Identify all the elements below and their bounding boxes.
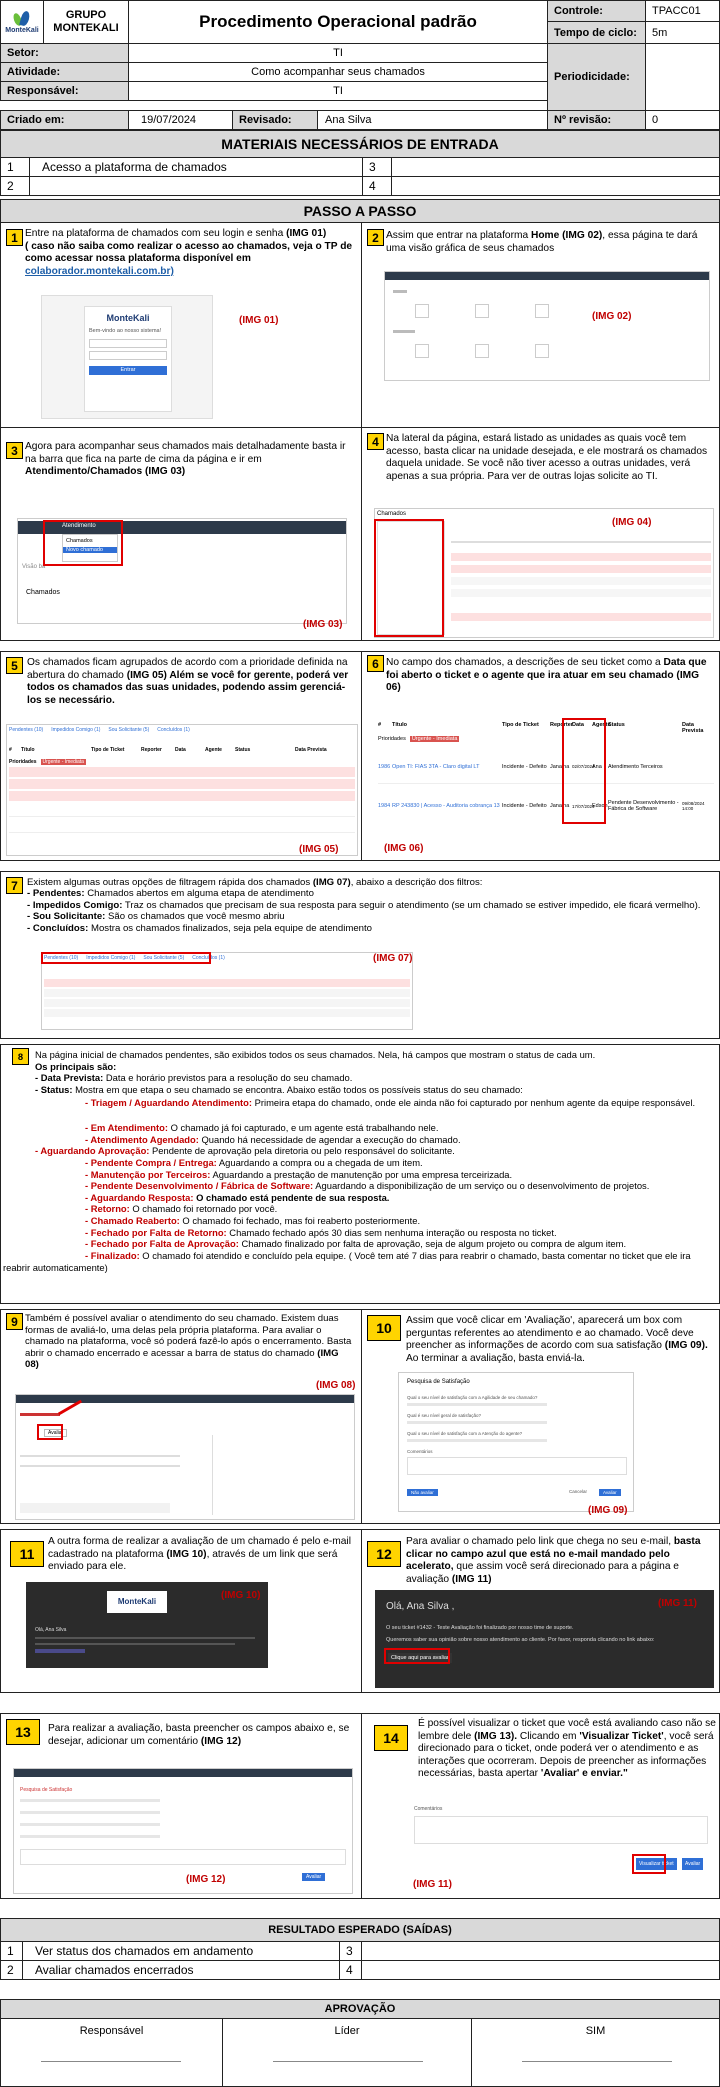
status-aprovacao: - Aguardando Aprovação: Pendente de aprovação pela diretoria ou pelo responsável do solicitante. bbox=[35, 1145, 455, 1156]
img-11-email: Olá, Ana Silva , O seu ticket #1432 - Teste Avaliação foi finalizado por nosso time de suporte. Queremos saber sua opinião sobre nosso atendimento ao cliente. Por favor, responda clicando no link abaixo: Clique aqui para avaliar bbox=[375, 1590, 714, 1688]
img-09-modal: Pesquisa de Satisfação Qual o seu nível de satisfação com a Agilidade de seu chamado? Qual é seu nível geral de satisfação? Qual o seu nível de satisfação com a Atenção do agente? Comentários Não avaliar Cancelar Avaliar bbox=[398, 1372, 634, 1512]
avaliar-link[interactable]: Clique aqui para avaliar bbox=[388, 1653, 452, 1663]
step-9-text: Também é possível avaliar o atendimento do seu chamado. Existem duas formas de avaliá-lo, uma delas pela própria plataforma. Para avaliar o chamado na plataforma, você só poderá fazê-lo após o encerramento. Basta abrir o chamado encerrado e acessar a barra de status do chamado (IMG 08) bbox=[25, 1313, 352, 1371]
login-button[interactable]: Entrar bbox=[89, 366, 167, 375]
tab-impedidos[interactable]: Impedidos Comigo (1) bbox=[51, 727, 101, 733]
img-13-label: (IMG 11) bbox=[413, 1879, 452, 1890]
filter-impedidos: - Impedidos Comigo: Traz os chamados que precisam de sua resposta para seguir o atendimento (se um chamado se estiver impedido, ele ficará vermelho). bbox=[27, 899, 701, 911]
company-name: GRUPO MONTEKALI bbox=[43, 0, 129, 44]
step-7 bbox=[0, 871, 720, 1039]
step-9-number: 9 bbox=[6, 1313, 23, 1330]
logo-mark bbox=[12, 11, 32, 27]
img-09-label: (IMG 09) bbox=[588, 1505, 628, 1516]
menu-chamados[interactable]: Chamados bbox=[66, 538, 93, 544]
img-07-label: (IMG 07) bbox=[373, 953, 413, 964]
tempo-label: Tempo de ciclo: bbox=[547, 21, 646, 44]
ticket-row-2[interactable]: 1984 RP 243830 | Acesso - Auditoria cobrança 13 Incidente - Defeito Janaina 17/07/2024 Edson Pendente Desenvolvimento - Fábrica de Software 09/08/2024 14:00 bbox=[378, 800, 705, 812]
logo-text: MonteKali bbox=[5, 26, 39, 34]
img-06-highlight bbox=[562, 718, 606, 824]
img-06-label: (IMG 06) bbox=[384, 843, 424, 854]
img-08-ticket bbox=[15, 1394, 355, 1520]
controle-label: Controle: bbox=[547, 0, 646, 22]
step-4-text: Na lateral da página, estará listado as unidades as quais você tem acesso, basta clicar na unidade desejada, e ele mostrará os chamados daquela unidade. Se você não tiver acesso a outras unidades, verá apenas a sua própria. Para ver de outras lojas solicite ao TI. bbox=[386, 433, 708, 482]
step-3 bbox=[0, 427, 362, 641]
img-02-label: (IMG 02) bbox=[592, 311, 632, 322]
step-7-intro: Existem algumas outras opções de filtragem rápida dos chamados (IMG 07), abaixo a descrição dos filtros: - Pendentes: Chamados abertos em alguma etapa de atendimento - Impedidos Comigo: Traz os chamados que precisam de sua resposta para seguir o atendimento (se um chamado se estiver impedido, ele ficará vermelho). - Sou Solicitante: São os chamados que você mesmo abriu - Concluídos: Mostra os chamados finalizados, seja pela equipe de atendimento bbox=[27, 877, 701, 934]
img-01-label: (IMG 01) bbox=[239, 315, 279, 326]
img-05-table: Pendentes (10) Impedidos Comigo (1) Sou Solicitante (5) Concluídos (1) # Título Tipo de Ticket Reporter Data Agente Status Data Prevista Prioridades Urgente - Imediata bbox=[6, 724, 358, 856]
tab-pendentes[interactable]: Pendentes (10) bbox=[9, 727, 44, 733]
step-2-text: Assim que entrar na plataforma Home (IMG 02), essa página te dará uma visão gráfica de seus chamados bbox=[386, 230, 698, 254]
criado-value: 19/07/2024 bbox=[128, 110, 233, 130]
controle-value: TPACC01 bbox=[645, 0, 720, 22]
email-logo: MonteKali bbox=[107, 1591, 167, 1613]
resultado-row2-num: 2 bbox=[0, 1960, 23, 1980]
step-11-text: A outra forma de realizar a avaliação de um chamado é pelo e-mail cadastrado na plataforma (IMG 10), através de um link que será enviado para ele. bbox=[48, 1536, 351, 1572]
page-title: Procedimento Operacional padrão bbox=[128, 0, 548, 44]
ticket-avaliar-button[interactable]: Avaliar bbox=[682, 1858, 703, 1870]
ticket-row-1[interactable]: 1986 Open TI: FIAS 3TA - Claro digital LT Incidente - Defeito Janaina 02/07/2024 Ana Atendimento Terceiros bbox=[378, 750, 714, 784]
step-3-text: Agora para acompanhar seus chamados mais detalhadamente basta ir na barra que fica na parte de cima da página e ir em Atendimento/Chamados (IMG 03) bbox=[25, 441, 346, 477]
aprovacao-title: APROVAÇÃO bbox=[0, 1999, 720, 2019]
materiais-row1-num: 1 bbox=[0, 157, 30, 177]
img-13-form: Comentários Visualizar ticket Avaliar bbox=[412, 1804, 712, 1884]
materiais-row2-text2 bbox=[391, 176, 720, 196]
resultado-row2-text2 bbox=[361, 1960, 720, 1980]
step-6-number: 6 bbox=[367, 655, 384, 672]
visualizar-ticket-button[interactable]: Visualizar ticket bbox=[636, 1858, 677, 1870]
resultado-row1-num: 1 bbox=[0, 1941, 23, 1961]
step-5-text: Os chamados ficam agrupados de acordo com a prioridade definida na abertura do chamado (IMG 05) Além se você for gerente, poderá ver todos os chamados das suas unidades, podendo assim gerenciá-los se necessário. bbox=[27, 657, 349, 706]
logo-cell bbox=[0, 0, 44, 44]
img-03-highlight bbox=[43, 520, 123, 566]
step-13-text: Para realizar a avaliação, basta preencher os campos abaixo e, se desejar, adicionar um comentário (IMG 12) bbox=[48, 1723, 350, 1747]
step-14-number: 14 bbox=[374, 1725, 408, 1751]
login-pass-field[interactable] bbox=[89, 351, 167, 360]
img-01-login bbox=[41, 295, 213, 419]
status-finalizado: - Finalizado: O chamado foi atendido e concluído pela equipe. ( Você tem até 7 dias para reabrir o chamado, basta comentar no ticket que ele ira reabrir automaticamente) bbox=[3, 1250, 691, 1273]
step-10-text: Assim que você clicar em 'Avaliação', aparecerá um box com perguntas referentes ao atendimento e ao chamado. Você deve preencher as informações de acordo com sua satisfação (IMG 09). Ao terminar a avaliação, basta enviá-la. bbox=[406, 1315, 708, 1364]
img-04-highlight bbox=[374, 519, 444, 637]
menu-atendimento[interactable]: Atendimento bbox=[62, 523, 96, 529]
step-12-number: 12 bbox=[367, 1541, 401, 1567]
colaborador-link[interactable]: colaborador.montekali.com.br) bbox=[25, 265, 174, 277]
tab-concluidos[interactable]: Concluídos (1) bbox=[157, 727, 190, 733]
criado-label: Criado em: bbox=[0, 110, 129, 130]
atividade-label: Atividade: bbox=[0, 62, 129, 82]
step-12-text: Para avaliar o chamado pelo link que chega no seu e-mail, basta clicar no campo azul que está no e-mail mandado pelo acelerato, que assim você será direcionado para a página e avaliação (IMG 11) bbox=[406, 1536, 701, 1585]
status-sub2: - Pendente Compra / Entrega: Aguardando a compra ou a chegada de um item. - Manutenção por Terceiros: Aguardando a prestação de manutenção por uma empresa terceirizada. - Pendente Desenvolvimento / Fábrica de Software: Aguardando a disponibilização de um serviço ou o desenvolvimento de projetos. - Aguardando Resposta: O chamado está pendente de sua resposta. - Retorno: O chamado foi retornado por você. - Chamado Reaberto: O chamado foi fechado, mas foi reaberto posteriormente. - Fechado por Falta de Retorno: Chamado fechado após 30 dias sem nenhuma interação ou resposta no ticket. - Fechado por Falta de Aprovação: Chamado finalizado por falta de aprovação, seja de algum projeto ou compra de algum item. bbox=[85, 1157, 650, 1250]
step-6 bbox=[361, 651, 720, 861]
step-13-number: 13 bbox=[6, 1719, 40, 1745]
img-02-dashboard bbox=[384, 271, 710, 381]
step-2 bbox=[361, 222, 720, 428]
revisao-label: Nº revisão: bbox=[547, 110, 646, 130]
status-sub1: - Em Atendimento: O chamado já foi capturado, e um agente está trabalhando nele. - Atendimento Agendado: Quando há necessidade de agendar a execução do chamado. bbox=[85, 1122, 461, 1145]
passo-title: PASSO A PASSO bbox=[0, 199, 720, 223]
step-14 bbox=[361, 1713, 720, 1899]
materiais-row2-num: 2 bbox=[0, 176, 30, 196]
login-user-field[interactable] bbox=[89, 339, 167, 348]
revisao-value: 0 bbox=[645, 110, 720, 130]
img-12-form: Pesquisa de Satisfação Avaliar bbox=[13, 1768, 353, 1894]
step-12 bbox=[361, 1529, 720, 1693]
step-1-text: Entre na plataforma de chamados com seu login e senha (IMG 01) ( caso não saiba como realizar o acesso ao chamados, veja o TP de como acessar nossa plataforma disponível em colaborador.montekali.com.br) bbox=[25, 228, 353, 277]
img-10-label: (IMG 10) bbox=[221, 1590, 261, 1601]
step-8-number: 8 bbox=[12, 1048, 29, 1065]
tab-solicitante[interactable]: Sou Solicitante (5) bbox=[108, 727, 150, 733]
revisado-label: Revisado: bbox=[232, 110, 318, 130]
aprovacao-sim: SIM bbox=[471, 2018, 720, 2087]
step-10 bbox=[361, 1309, 720, 1524]
login-logo: MonteKali bbox=[106, 313, 150, 323]
resultado-row2-num2: 4 bbox=[339, 1960, 362, 1980]
responsavel-label: Responsável: bbox=[0, 81, 129, 101]
step-9 bbox=[0, 1309, 362, 1524]
resultado-row1-text2 bbox=[361, 1941, 720, 1961]
step-14-text: É possível visualizar o ticket que você está avaliando caso não se lembre dele (IMG 13). Clicando em 'Visualizar Ticket', você será direcionado para o ticket, onde poderá ver o atendimento e as interações que ocorreram. Depois de preencher as informações necessárias, basta apertar 'Avaliar' e enviar." bbox=[418, 1718, 716, 1779]
step-5 bbox=[0, 651, 362, 861]
img-03-label: (IMG 03) bbox=[303, 619, 343, 630]
step-4-number: 4 bbox=[367, 433, 384, 450]
materiais-title: MATERIAIS NECESSÁRIOS DE ENTRADA bbox=[0, 130, 720, 158]
materiais-row1-num2: 3 bbox=[362, 157, 392, 177]
materiais-row1-text: Acesso a plataforma de chamados bbox=[29, 157, 363, 177]
periodicidade-label: Periodicidade: bbox=[547, 43, 646, 111]
step-3-number: 3 bbox=[6, 442, 23, 459]
img-08-highlight bbox=[37, 1424, 63, 1440]
chamados-heading: Chamados bbox=[26, 589, 60, 596]
signature-line-lider bbox=[273, 2061, 423, 2062]
aprovacao-responsavel: Responsável bbox=[0, 2018, 223, 2087]
img-04-title: Chamados bbox=[377, 511, 407, 517]
step-7-number: 7 bbox=[6, 877, 23, 894]
step-11-number: 11 bbox=[10, 1541, 44, 1567]
step-1-number: 1 bbox=[6, 229, 23, 246]
step-8 bbox=[0, 1044, 720, 1304]
step-2-number: 2 bbox=[367, 229, 384, 246]
step-5-number: 5 bbox=[6, 657, 23, 674]
resultado-row1-num2: 3 bbox=[339, 1941, 362, 1961]
periodicidade-value bbox=[645, 43, 720, 111]
resultado-row1-text: Ver status dos chamados em andamento bbox=[22, 1941, 340, 1961]
filter-pendentes: - Pendentes: Chamados abertos em alguma etapa de atendimento bbox=[27, 888, 314, 900]
img-08-label: (IMG 08) bbox=[316, 1380, 356, 1391]
menu-novo-chamado[interactable]: Novo chamado bbox=[63, 547, 117, 553]
revisado-value: Ana Silva bbox=[317, 110, 548, 130]
login-welcome: Bem-vindo ao nosso sistema! bbox=[89, 328, 162, 334]
img-13-highlight bbox=[632, 1854, 666, 1874]
step-1 bbox=[0, 222, 362, 428]
form-avaliar-button[interactable]: Avaliar bbox=[302, 1873, 325, 1881]
aprovacao-lider: Líder bbox=[222, 2018, 472, 2087]
img-07-filters: Pendentes (10) Impedidos Comigo (1) Sou Solicitante (5) Concluídos (1) bbox=[41, 952, 413, 1030]
resultado-row2-text: Avaliar chamados encerrados bbox=[22, 1960, 340, 1980]
avaliar-button[interactable]: Avaliar bbox=[44, 1429, 67, 1437]
enviar-avaliar-button[interactable]: Avaliar bbox=[599, 1489, 621, 1496]
filter-concluidos: - Concluídos: Mostra os chamados finalizados, seja pela equipe de atendimento bbox=[27, 922, 373, 934]
step-6-text: No campo dos chamados, a descrições de seu ticket como a Data que foi aberto o ticket e o agente que ira atuar em seu chamado (IMG 06) bbox=[386, 657, 707, 693]
setor-label: Setor: bbox=[0, 43, 129, 63]
img-12-label: (IMG 12) bbox=[186, 1874, 226, 1885]
img-06-table: # Título Tipo de Ticket Reporter Data Agente Status Data Prevista Prioridades Urgente - Imediata 1986 Open TI: FIAS 3TA - Claro digital LT Incidente - Defeito Janaina 02/07/2024 Ana Atendimento Terceiros 1984 RP 243830 | Acesso - Auditoria cobrança 13 Incidente - Defeito Janaina 17/07/2024 Edson Pendente Desenvolvimento - Fábrica de Software 09/08/2024 14:00 bbox=[376, 720, 716, 830]
img-11-label: (IMG 11) bbox=[658, 1598, 697, 1609]
signature-line-sim bbox=[522, 2061, 672, 2062]
img-10-email: MonteKali Olá, Ana Silva bbox=[26, 1582, 268, 1668]
setor-value: TI bbox=[128, 43, 548, 63]
tempo-value: 5m bbox=[645, 21, 720, 44]
materiais-row2-text bbox=[29, 176, 363, 196]
nao-avaliar-button[interactable]: Não avaliar bbox=[407, 1489, 438, 1496]
responsavel-value: TI bbox=[128, 81, 548, 101]
materiais-row2-num2: 4 bbox=[362, 176, 392, 196]
img-05-label: (IMG 05) bbox=[299, 844, 339, 855]
resultado-title: RESULTADO ESPERADO (SAÍDAS) bbox=[0, 1918, 720, 1942]
img-11-highlight bbox=[384, 1648, 450, 1664]
img-04-label: (IMG 04) bbox=[612, 517, 652, 528]
step-11 bbox=[0, 1529, 362, 1693]
step-8-text: Na página inicial de chamados pendentes, são exibidos todos os seus chamados. Nela, há campos que mostram o status de cada um. Os principais são: - Data Prevista: Data e horário previstos para a resolução do seu chamado. - Status: Mostra em que etapa o seu chamado se encontra. Abaixo estão todos os possíveis status do seu chamado: bbox=[35, 1049, 596, 1095]
signature-line-responsavel bbox=[41, 2061, 181, 2062]
atividade-value: Como acompanhar seus chamados bbox=[128, 62, 548, 82]
step-10-number: 10 bbox=[367, 1315, 401, 1341]
filter-solicitante: - Sou Solicitante: São os chamados que você mesmo abriu bbox=[27, 911, 285, 923]
status-triagem: - Triagem / Aguardando Atendimento: Primeira etapa do chamado, onde ele ainda não foi capturado por nenhum agente da equipe responsável. bbox=[85, 1097, 696, 1108]
step-13 bbox=[0, 1713, 362, 1899]
step-4 bbox=[361, 427, 720, 641]
cancelar-button[interactable]: Cancelar bbox=[569, 1489, 588, 1494]
materiais-row1-text2 bbox=[391, 157, 720, 177]
vision-label: Visão ba bbox=[22, 564, 46, 570]
img-07-highlight bbox=[41, 952, 211, 964]
